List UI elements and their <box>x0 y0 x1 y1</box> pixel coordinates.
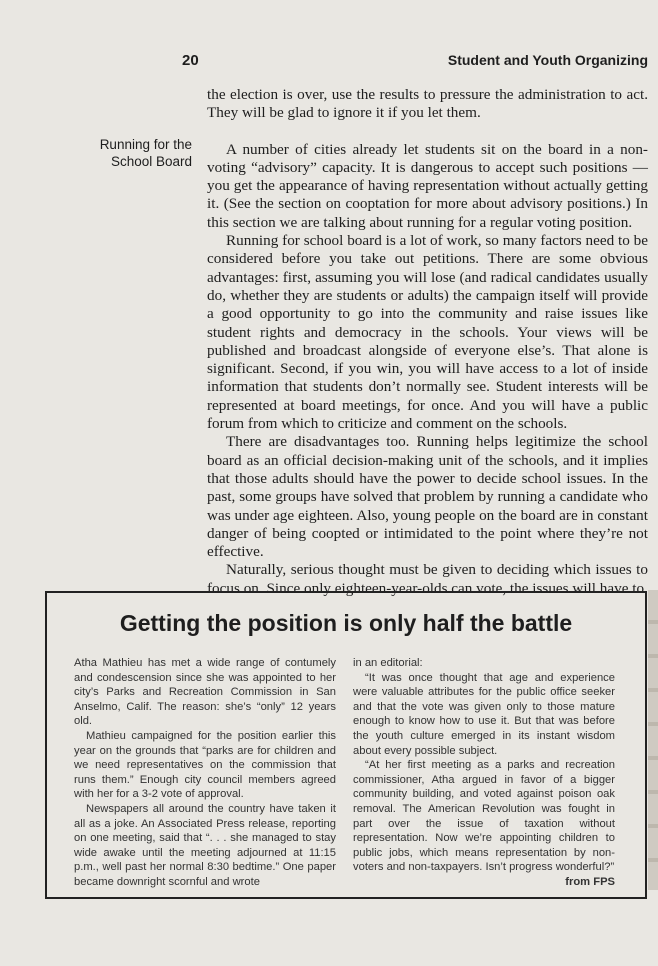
sidebar-column-right <box>353 656 615 890</box>
sidebar-paragraph: “It was once thought that age and experience were valuable attributes for the public office seeker and that the vote was given only to those mature enough to know how to use it. But that was before the youth culture emerged in its instant wisdom about every possible subject. <box>353 671 615 757</box>
sidebar-column-left <box>74 656 336 890</box>
body-paragraph: Naturally, serious thought must be given to deciding which issues to focus on. Since only eighteen-year-olds can vote, the issues will have to <box>207 561 648 597</box>
page-number: 20 <box>182 52 199 69</box>
body-text <box>207 86 648 598</box>
body-paragraph: There are disadvantages too. Running helps legitimize the school board as an official decision-making unit of the schools, and it implies that those adults should have the power to decide school issues. In the past, some groups have solved that problem by running a candidate who was under age eighteen. Also, young people on the board are in constant danger of being coopted or intimidated to the point where they’re not effective. <box>207 433 648 561</box>
body-paragraph: the election is over, use the results to pressure the administration to act. They will be glad to ignore it if you let them. <box>207 86 648 122</box>
sidebar-paragraph: “At her first meeting as a parks and recreation commissioner, Atha argued in favor of a bigger community building, and voted against poison oak removal. The American Revolution was fought in part over the issue of taxation without representation. Now we’re appointing children to public jobs, which means representation by non-voters and non-taxpayers. Isn’t progress wonderful?” <box>353 759 615 874</box>
running-head: Student and Youth Organizing <box>447 52 648 68</box>
sidebar-box <box>45 591 647 899</box>
body-paragraph: A number of cities already let students sit on the board in a non-voting “advisory” capacity. It is dangerous to accept such positions — you get the appearance of having representation without actually getting it. (See the section on cooptation for more about advisory positions.) In this section we are talking about running for a regular voting position. <box>207 140 648 231</box>
page-edge-shadow <box>648 590 658 890</box>
sidebar-credit: from FPS <box>565 875 615 888</box>
sidebar-paragraph: in an editorial: <box>353 657 423 669</box>
side-heading-line: School Board <box>110 154 192 169</box>
sidebar-paragraph: Mathieu campaigned for the position earlier this year on the grounds that “parks are for children and we need representatives on the commission that runs them.” Enough city council members agreed with her for a 3-2 vote of approval. <box>74 729 336 801</box>
sidebar-paragraph: Atha Mathieu has met a wide range of contumely and condescension since she was appointed to her city’s Parks and Recreation Commission in San Anselmo, Calif. The reason: she’s “only” 12 years old. <box>74 657 336 728</box>
sidebar-paragraph: Newspapers all around the country have taken it all as a joke. An Associated Press release, reporting on one meeting, said that “. . . she managed to stay wide awake until the meeting adjourned at 11:15 p.m., well past her normal 8:30 bedtime.” One paper became downright scornful and wrote <box>74 802 336 888</box>
side-heading-line: Running for the <box>99 137 192 152</box>
body-paragraph: Running for school board is a lot of work, so many factors need to be considered before you take out petitions. There are some obvious advantages: first, assuming you will lose (and radical candidates usually do, whether they are students or adults) the campaign itself will provide a good opportunity to go into the community and raise issues like student rights and democracy in the schools. Your views will be published and broadcast alongside of everyone else’s. That alone is significant. Second, if you win, you will have access to a lot of inside information that students don’t normally see. Student interests will be represented at board meetings, for once. And you will have a public forum from which to criticize and comment on the schools. <box>207 232 648 433</box>
sidebar-title: Getting the position is only half the battle <box>119 610 573 636</box>
side-heading <box>92 136 192 170</box>
